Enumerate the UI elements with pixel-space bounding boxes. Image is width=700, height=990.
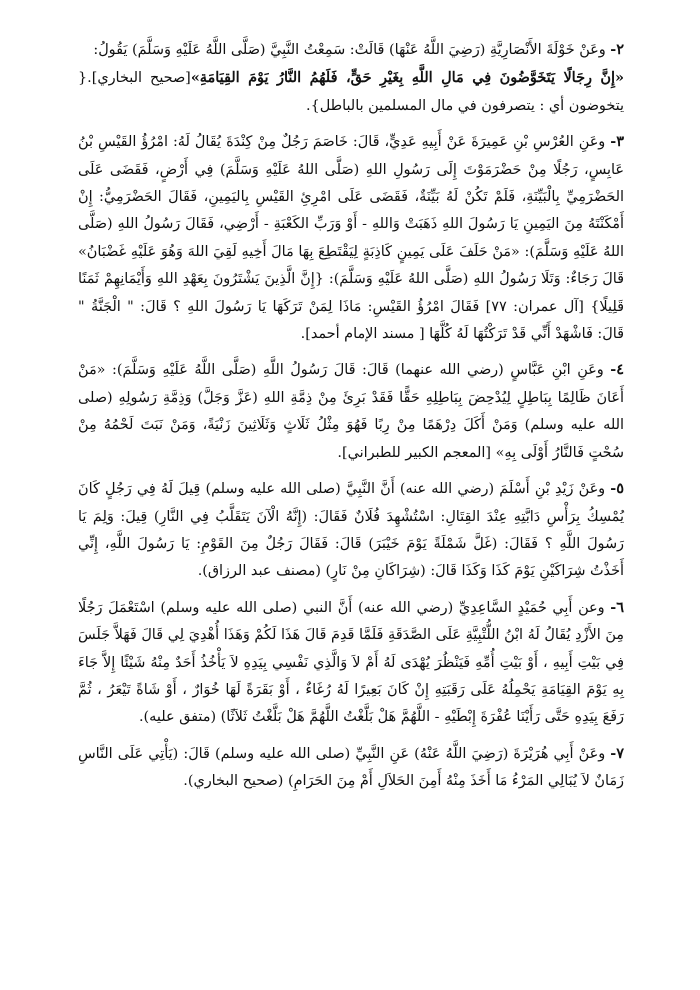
item-text: وعَنْ أَبِي هُرَيْرَةَ (رَضِيَ اللَّهُ عَنْهُ) عَنِ النَّبِيِّ (صلى الله عليه وسلم) قَالَ: (يَأْتِي عَلَى النَّاسِ زَمَانٌ لاَ يُبَالِي المَرْءُ مَا أَخَذَ مِنْهُ أَمِنَ الحَلاَلِ أَمْ مِنَ الحَرَامِ) (صحيح البخاري).	[78, 745, 624, 790]
hadith-quote: «إِنَّ رِجَالًا يَتَخَوَّضُونَ فِي مَالِ اللَّهِ بِغَيْرِ حَقٍّ، فَلَهُمُ النَّارُ يَوْمَ القِيَامَةِ»	[190, 69, 624, 87]
item-text: وعَنِ العُرْسِ بْنِ عَمِيرَةَ عَنْ أَبِيهِ عَدِيٍّ، قَالَ: خَاصَمَ رَجُلٌ مِنْ كِنْدَةَ يُقَالُ لَهُ: امْرُؤُ القَيْسِ بْنُ عَابِسٍ، رَجُلًا مِنْ حَضْرَمَوْتَ إِلَى رَسُولِ اللهِ (صَلَّى اللهُ عَلَيْهِ وَسَلَّمَ) فِي أَرْضٍ، فَقَضَى عَلَى الحَضْرَمِيِّ بِالْبَيِّنَةِ، فَلَمْ تَكُنْ لَهُ بَيِّنَةٌ، فَقَضَى عَلَى امْرِئِ القَيْسِ بِاليَمِينِ، فَقَالَ الحَضْرَمِيُّ: إِنْ أَمْكَنْتَهُ مِنَ اليَمِينِ يَا رَسُولَ اللهِ ذَهَبَتْ وَاللهِ - أَوْ وَرَبِّ الكَعْبَةِ - أَرْضِي، فَقَالَ رَسُولُ اللهِ (صَلَّى اللهُ عَلَيْهِ وَسَلَّمَ): «مَنْ حَلَفَ عَلَى يَمِينٍ كَاذِبَةٍ لِيَقْتَطِعَ بِهَا مَالَ أَخِيهِ لَقِيَ اللهَ وَهُوَ عَلَيْهِ غَضْبَانُ» قَالَ رَجَاءٌ: وَتَلَا رَسُولُ اللهِ (صَلَّى اللهُ عَلَيْهِ وَسَلَّمَ): {إِنَّ الَّذِينَ يَشْتَرُونَ بِعَهْدِ اللهِ وَأَيْمَانِهِمْ ثَمَنًا قَلِيلًا} [آل عمران: ٧٧] فَقَالَ امْرُؤُ القَيْسِ: مَاذَا لِمَنْ تَرَكَهَا يَا رَسُولَ اللهِ ؟ قَالَ: " الْجَنَّةُ " قَالَ: فَاشْهَدْ أَنِّي قَدْ تَرَكْتُهَا لَهُ كُلَّهَا [ مسند الإمام أحمد].	[78, 134, 625, 343]
item-text: وعَنِ ابْنِ عَبَّاسٍ (رضي الله عنهما) قَالَ: قَالَ رَسُولُ اللَّهِ (صَلَّى اللَّهُ عَلَيْهِ وَسَلَّمَ): «مَنْ أَعَانَ ظَالِمًا بِبَاطِلٍ لِيُدْحِضَ بِبَاطِلِهِ حَقًّا فَقَدْ بَرِئَ مِنْ ذِمَّةِ اللهِ (عَزَّ وَجَلَّ) وَذِمَّةِ رَسُولِهِ (صلى الله عليه وسلم) وَمَنْ أَكَلَ دِرْهَمًا مِنْ رِبًا فَهُوَ مِثْلُ ثَلَاثٍ وَثَلَاثِينَ زَنْيَةً، وَمَنْ نَبَتَ لَحْمُهُ مِنْ سُحْتٍ فَالنَّارُ أَوْلَى بِهِ» [المعجم الكبير للطبراني].	[78, 362, 624, 461]
item-number: ٣-	[610, 133, 625, 151]
hadith-item-6	[78, 594, 624, 732]
item-text: وعن أَبِي حُمَيْدٍ السَّاعِدِيِّ (رضي الله عنه) أَنَّ النبي (صلى الله عليه وسلم) اسْتَعْمَلَ رَجُلًا مِنَ الأَزْدِ يُقَالُ لَهُ ابْنُ اللُّتْبِيَّةِ عَلَى الصَّدَقَةِ فَلَمَّا قَدِمَ قَالَ هَذَا لَكُمْ وَهَذَا أُهْدِيَ لِي قَالَ فَهَلاَّ جَلَسَ فِي بَيْتِ أَبِيهِ ، أَوْ بَيْتِ أُمِّهِ فَيَنْظُرَ يُهْدَى لَهُ أَمْ لاَ وَالَّذِي نَفْسِي بِيَدِهِ لاَ يَأْخُذُ أَحَدٌ مِنْهُ شَيْئًا إِلاَّ جَاءَ بِهِ يَوْمَ القِيَامَةِ يَحْمِلُهُ عَلَى رَقَبَتِهِ إِنْ كَانَ بَعِيرًا لَهُ رُغَاءٌ ، أَوْ بَقَرَةً لَهَا خُوَارٌ ، أَوْ شَاةً تَيْعَرُ ، ثُمَّ رَفَعَ بِيَدِهِ حَتَّى رَأَيْنَا عُفْرَةَ إِبْطَيْهِ - اللَّهُمَّ هَلْ بَلَّغْتُ اللَّهُمَّ هَلْ بَلَّغْتُ ثَلاَثًا) (متفق عليه).	[78, 599, 624, 726]
item-number: ٦-	[610, 598, 625, 616]
item-number: ٥-	[610, 480, 624, 498]
item-number: ٤-	[610, 361, 624, 379]
hadith-item-5	[78, 475, 624, 586]
hadith-item-2	[78, 36, 624, 120]
hadith-item-3	[78, 128, 624, 348]
item-text: وعَنْ زَيْدِ بْنِ أَسْلَمَ (رضي الله عنه) أَنَّ النَّبِيَّ (صلى الله عليه وسلم) قِيلَ لَهُ فِي رَجُلٍ كَانَ يُمْسِكُ بِرَأْسِ دَابَّتِهِ عِنْدَ القِتَالِ: اسْتُشْهِدَ فُلَانٌ فَقَالَ: (إِنَّهُ الْآنَ يَتَقَلَّبُ فِي النَّارِ) قِيلَ: وَلِمَ يَا رَسُولَ اللَّهِ ؟ فَقَالَ: (غَلَّ شَمْلَةً يَوْمَ خَيْبَرَ) قَالَ: فَقَالَ رَجُلٌ مِنَ القَوْمِ: يَا رَسُولَ اللَّهِ، إِنِّي أَخَذْتُ شِرَاكَيْنِ يَوْمَ كَذَا وَكَذَا قَالَ: (شِرَاكَانِ مِنْ نَارٍ) (مصنف عبد الرزاق).	[78, 481, 624, 580]
item-number: ٧-	[610, 744, 624, 762]
hadith-item-7	[78, 740, 624, 796]
item-text: وعَنْ خَوْلَةَ الأَنْصَارِيَّةِ (رَضِيَ اللَّهُ عَنْهَا) قَالَتْ: سَمِعْتُ النَّبِيَّ (صَلَّى اللَّهُ عَلَيْهِ وَسَلَّمَ) يَقُولُ:	[93, 42, 606, 58]
item-source: [صحيح البخاري].{ يتخوضون أي : يتصرفون في مال المسلمين بالباطل}.	[78, 70, 624, 114]
item-number: ٢-	[610, 41, 624, 58]
hadith-item-4	[78, 356, 624, 467]
document-page	[78, 36, 624, 804]
